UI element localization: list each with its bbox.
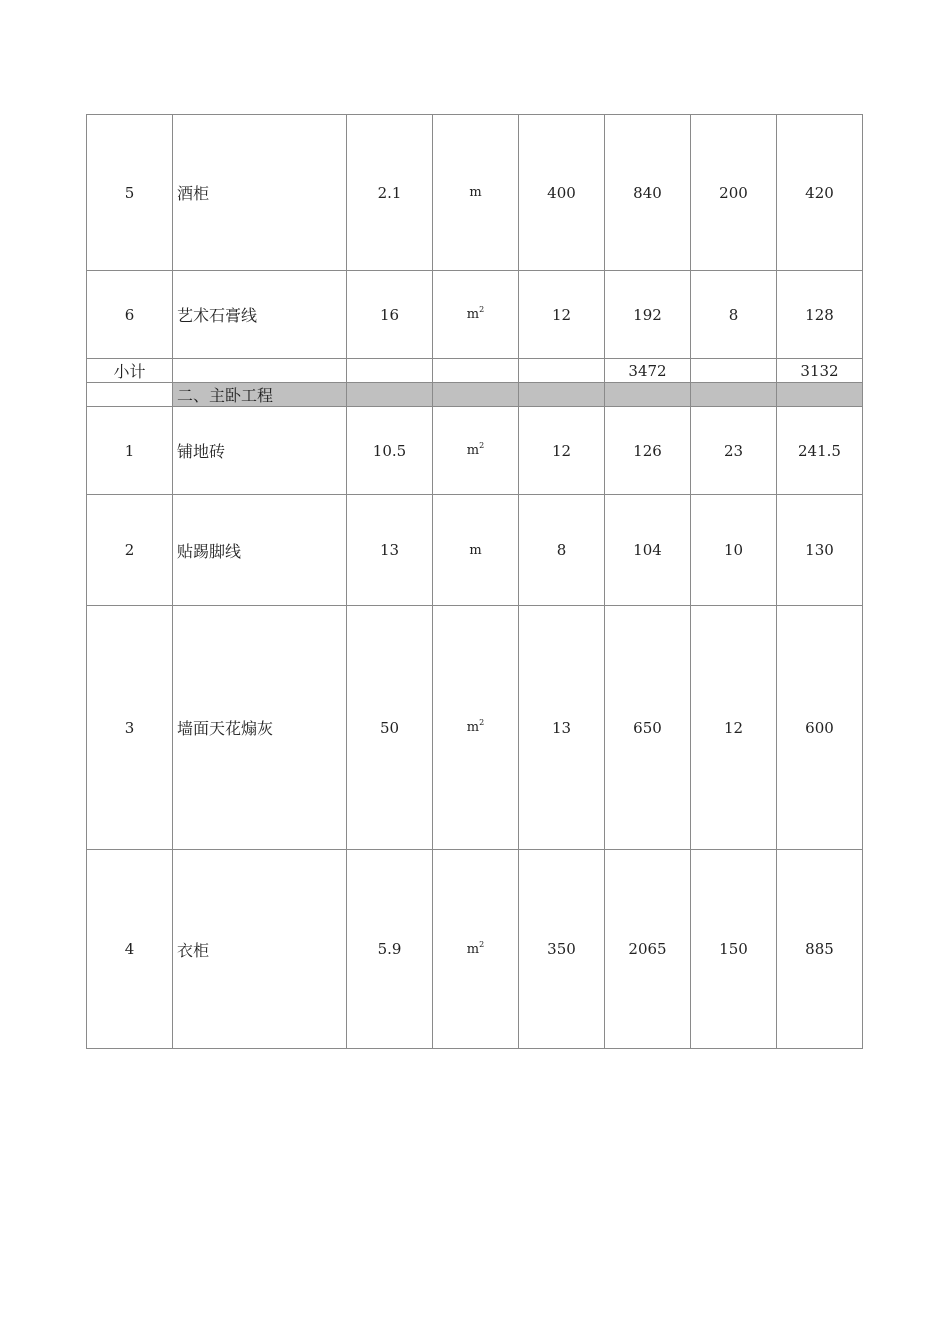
item-unit-price-1: 350 xyxy=(519,850,605,1049)
empty-cell xyxy=(691,359,777,383)
unit-superscript: 2 xyxy=(479,939,485,949)
item-total-1: 2065 xyxy=(605,850,691,1049)
item-quantity: 13 xyxy=(347,495,433,606)
subtotal-total-1: 3472 xyxy=(605,359,691,383)
item-number: 1 xyxy=(87,407,173,495)
shaded-cell xyxy=(777,383,863,407)
unit-text: m xyxy=(466,443,480,458)
subtotal-row xyxy=(87,359,863,383)
item-number: 6 xyxy=(87,271,173,359)
item-quantity: 50 xyxy=(347,606,433,850)
unit-text: m xyxy=(466,307,480,322)
item-total-1: 840 xyxy=(605,115,691,271)
table-row xyxy=(87,495,863,606)
table-row xyxy=(87,271,863,359)
unit-superscript: 2 xyxy=(479,305,485,314)
subtotal-total-2: 3132 xyxy=(777,359,863,383)
unit-superscript: 2 xyxy=(479,441,485,450)
empty-cell xyxy=(347,359,433,383)
shaded-cell xyxy=(433,383,519,407)
item-total-2: 128 xyxy=(777,271,863,359)
item-unit-price-2: 150 xyxy=(691,850,777,1049)
item-unit xyxy=(433,271,519,359)
item-name: 酒柜 xyxy=(173,115,347,271)
unit-text: m xyxy=(466,941,480,957)
item-unit xyxy=(433,850,519,1049)
unit-text: m xyxy=(466,720,480,735)
empty-cell xyxy=(433,359,519,383)
item-name: 贴踢脚线 xyxy=(173,495,347,606)
item-total-2: 600 xyxy=(777,606,863,850)
item-name: 艺术石膏线 xyxy=(173,271,347,359)
unit-superscript: 2 xyxy=(479,718,485,727)
item-unit-price-1: 400 xyxy=(519,115,605,271)
item-unit-price-2: 8 xyxy=(691,271,777,359)
item-unit-price-1: 13 xyxy=(519,606,605,850)
section-header-row xyxy=(87,383,863,407)
empty-cell xyxy=(87,383,173,407)
item-unit xyxy=(433,495,519,606)
item-name: 衣柜 xyxy=(173,850,347,1049)
item-number: 3 xyxy=(87,606,173,850)
item-total-2: 241.5 xyxy=(777,407,863,495)
item-total-1: 126 xyxy=(605,407,691,495)
subtotal-label: 小计 xyxy=(87,359,173,383)
item-number: 4 xyxy=(87,850,173,1049)
item-name: 铺地砖 xyxy=(173,407,347,495)
item-unit-price-2: 23 xyxy=(691,407,777,495)
table-row xyxy=(87,850,863,1049)
item-number: 5 xyxy=(87,115,173,271)
item-total-1: 104 xyxy=(605,495,691,606)
table-row xyxy=(87,407,863,495)
item-unit xyxy=(433,606,519,850)
shaded-cell xyxy=(347,383,433,407)
empty-cell xyxy=(519,359,605,383)
empty-cell xyxy=(173,359,347,383)
quotation-table xyxy=(86,114,863,1049)
item-unit-price-1: 12 xyxy=(519,271,605,359)
item-quantity: 16 xyxy=(347,271,433,359)
item-name: 墙面天花煽灰 xyxy=(173,606,347,850)
unit-text: m xyxy=(469,542,482,558)
item-total-2: 130 xyxy=(777,495,863,606)
section-title: 二、主卧工程 xyxy=(173,383,347,407)
item-unit-price-1: 12 xyxy=(519,407,605,495)
table-row xyxy=(87,606,863,850)
item-quantity: 10.5 xyxy=(347,407,433,495)
item-quantity: 5.9 xyxy=(347,850,433,1049)
item-total-1: 192 xyxy=(605,271,691,359)
item-total-2: 885 xyxy=(777,850,863,1049)
item-unit-price-1: 8 xyxy=(519,495,605,606)
unit-text: m xyxy=(469,185,482,200)
shaded-cell xyxy=(519,383,605,407)
item-unit xyxy=(433,115,519,271)
item-unit-price-2: 10 xyxy=(691,495,777,606)
item-total-2: 420 xyxy=(777,115,863,271)
item-total-1: 650 xyxy=(605,606,691,850)
item-number: 2 xyxy=(87,495,173,606)
item-quantity: 2.1 xyxy=(347,115,433,271)
table-row xyxy=(87,115,863,271)
item-unit-price-2: 200 xyxy=(691,115,777,271)
shaded-cell xyxy=(605,383,691,407)
item-unit-price-2: 12 xyxy=(691,606,777,850)
item-unit xyxy=(433,407,519,495)
shaded-cell xyxy=(691,383,777,407)
